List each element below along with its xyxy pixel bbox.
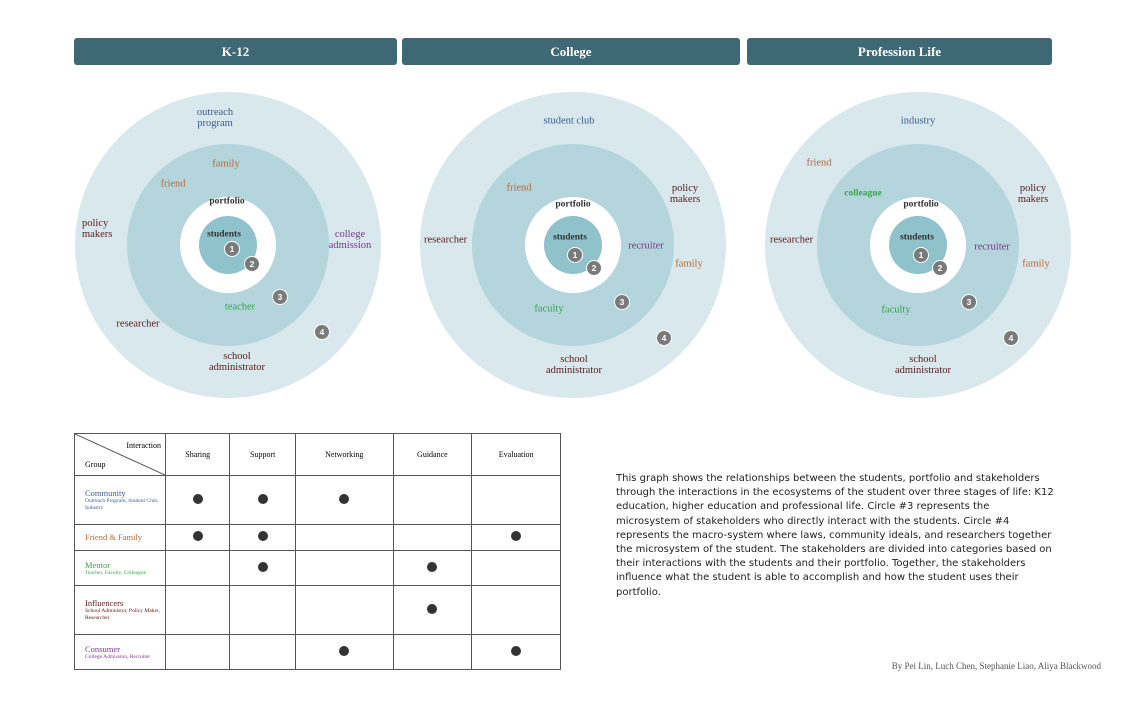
label-friend: friend <box>160 178 186 190</box>
group-name: Mentor <box>85 559 111 570</box>
mark-cell <box>393 550 472 585</box>
corner-label-interaction: Interaction <box>126 441 161 450</box>
mark-cell <box>472 634 561 669</box>
ring-number-4: 4 <box>314 324 330 340</box>
interaction-dot <box>511 531 521 541</box>
ring-number-1: 1 <box>224 241 240 257</box>
label-researcher: researcher <box>770 234 814 246</box>
group-cell-influencers <box>75 586 166 635</box>
label-student-club: student club <box>543 115 595 127</box>
label-college-admission: college admission <box>328 229 372 251</box>
group-name: Influencers <box>85 598 124 609</box>
label-school-administrator: school administrator <box>546 354 602 376</box>
matrix-corner-cell <box>75 434 166 476</box>
ring-number-4: 4 <box>1003 330 1019 346</box>
ring-number-1: 1 <box>913 247 929 263</box>
interaction-matrix <box>74 433 561 670</box>
ecosystem-diagram-college <box>418 90 728 400</box>
label-colleague: colleague <box>844 188 882 199</box>
ring-number-3: 3 <box>961 294 977 310</box>
interaction-dot <box>339 494 349 504</box>
label-researcher: researcher <box>116 318 160 330</box>
label-students: students <box>207 229 241 240</box>
group-cell-friend-family <box>75 524 166 550</box>
group-cell-consumer <box>75 634 166 669</box>
matrix-header-row <box>75 434 561 476</box>
mark-cell <box>230 550 296 585</box>
mark-cell <box>295 476 393 525</box>
mark-cell <box>230 586 296 635</box>
group-name: Friend & Family <box>85 532 143 543</box>
stage-header-profession: Profession Life <box>747 38 1052 65</box>
mark-cell <box>472 586 561 635</box>
column-header-networking: Networking <box>295 434 393 476</box>
label-friend: friend <box>806 157 832 169</box>
ring-number-2: 2 <box>932 260 948 276</box>
ring-number-4: 4 <box>656 330 672 346</box>
group-members: Teacher, Faculty, Colleague <box>85 569 147 576</box>
label-portfolio: portfolio <box>209 196 245 207</box>
label-policy-makers: policy makers <box>669 183 701 205</box>
label-students: students <box>553 232 587 243</box>
column-header-support: Support <box>230 434 296 476</box>
label-school-administrator: school administrator <box>209 351 265 373</box>
interaction-dot <box>193 531 203 541</box>
ecosystem-diagram-k12 <box>73 90 383 400</box>
label-faculty: faculty <box>534 303 564 315</box>
group-members: Outreach Program, Student Club, Industry <box>85 498 159 511</box>
mark-cell <box>295 550 393 585</box>
mark-cell <box>393 476 472 525</box>
mark-cell <box>393 634 472 669</box>
ring-number-2: 2 <box>244 256 260 272</box>
interaction-dot <box>258 562 268 572</box>
mark-cell <box>166 476 230 525</box>
mark-cell <box>166 586 230 635</box>
label-portfolio: portfolio <box>555 199 591 210</box>
ring-number-1: 1 <box>567 247 583 263</box>
label-recruiter: recruiter <box>628 240 664 252</box>
group-name: Consumer <box>85 643 120 654</box>
mark-cell <box>393 586 472 635</box>
label-industry: industry <box>900 115 936 127</box>
interaction-dot <box>193 494 203 504</box>
interaction-dot <box>258 531 268 541</box>
label-family: family <box>675 258 703 270</box>
interaction-dot <box>511 646 521 656</box>
label-family: family <box>212 158 240 170</box>
label-friend: friend <box>506 182 532 194</box>
mark-cell <box>230 634 296 669</box>
ring-number-2: 2 <box>586 260 602 276</box>
mark-cell <box>230 524 296 550</box>
mark-cell <box>472 550 561 585</box>
interaction-dot <box>258 494 268 504</box>
label-faculty: faculty <box>881 304 911 316</box>
table-row <box>75 550 561 585</box>
table-row <box>75 524 561 550</box>
mark-cell <box>166 634 230 669</box>
mark-cell <box>230 476 296 525</box>
label-school-administrator: school administrator <box>895 354 951 376</box>
label-portfolio: portfolio <box>903 199 939 210</box>
interaction-dot <box>427 562 437 572</box>
group-name: Community <box>85 488 126 499</box>
ecosystem-diagram-profession <box>763 90 1073 400</box>
group-cell-mentor <box>75 550 166 585</box>
label-policy-makers: policy makers <box>82 218 113 240</box>
group-members: College Admission, Recruiter <box>85 653 151 660</box>
label-teacher: teacher <box>224 301 256 313</box>
column-header-sharing: Sharing <box>166 434 230 476</box>
label-researcher: researcher <box>424 234 468 246</box>
label-students: students <box>900 232 934 243</box>
label-family: family <box>1022 258 1050 270</box>
interaction-dot <box>427 604 437 614</box>
stage-header-k12: K-12 <box>74 38 397 65</box>
mark-cell <box>166 550 230 585</box>
label-policy-makers: policy makers <box>1017 183 1049 205</box>
mark-cell <box>472 476 561 525</box>
corner-label-group: Group <box>85 460 106 469</box>
mark-cell <box>295 634 393 669</box>
column-header-guidance: Guidance <box>393 434 472 476</box>
mark-cell <box>393 524 472 550</box>
table-row <box>75 476 561 525</box>
author-byline: By Pei Lin, Luch Chen, Stephanie Liao, Aliya Blackwood <box>891 661 1101 671</box>
ring-number-3: 3 <box>614 294 630 310</box>
mark-cell <box>472 524 561 550</box>
group-members: School Administor, Policy Maker, Researcher <box>85 608 160 621</box>
column-header-evaluation: Evaluation <box>472 434 561 476</box>
mark-cell <box>295 586 393 635</box>
mark-cell <box>295 524 393 550</box>
label-outreach-program: outreach program <box>196 107 234 129</box>
table-row <box>75 634 561 669</box>
interaction-dot <box>339 646 349 656</box>
group-cell-community <box>75 476 166 525</box>
table-row <box>75 586 561 635</box>
ring-number-3: 3 <box>272 289 288 305</box>
stage-header-college: College <box>402 38 740 65</box>
description-text: This graph shows the relationships between the students, portfolio and stakeholders through the interactions in the ecosystems of the student over three stages of life: K12 education, higher education and professional life. Circle #3 represents the microsystem of stakeholders who directly interact with the students. Circle #4 represents the macro-system where laws, community ideals, and researchers together the microsystem of the student. The stakeholders are divided into categories based on their interactions with the students and their portfolio. Together, the stakeholders influence what the student is able to accomplish and how the student uses their portfolio. <box>616 473 1054 598</box>
label-recruiter: recruiter <box>974 241 1010 253</box>
mark-cell <box>166 524 230 550</box>
